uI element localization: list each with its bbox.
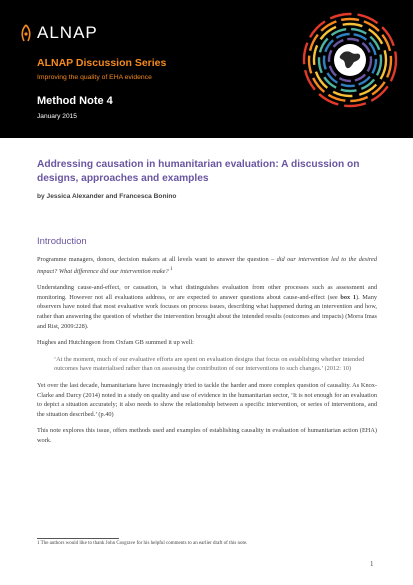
paragraph-5: This note explores this issue, offers methods used and examples of establishing causality in evaluation of humanitarian action (EHA) work. bbox=[37, 427, 377, 444]
section-heading-introduction: Introduction bbox=[37, 236, 87, 247]
paragraph-2-a: Understanding cause-and-effect, or causation, is what distinguishes evaluation from other processes such as assessment and monitoring. However not all evaluations address, or are expected to answer questions about cause-and-effect (see bbox=[37, 284, 377, 301]
paragraph-1-italic: did our intervention led to the desired impact? What difference did our intervention make? bbox=[37, 256, 377, 275]
footnote-divider bbox=[37, 538, 119, 539]
paragraph-1 bbox=[37, 255, 377, 276]
publication-date: January 2015 bbox=[37, 113, 77, 120]
paragraph-1-text: Programme managers, donors, decision makers at all levels want to answer the question – bbox=[37, 256, 277, 263]
document-title bbox=[37, 158, 377, 186]
method-note-label: Method Note 4 bbox=[37, 95, 113, 107]
paragraph-2 bbox=[37, 283, 377, 331]
paragraph-4: Yet over the last decade, humanitarians have increasingly tried to tackle the harder and more complex question of causality. As Knox-Clarke and Darcy (2014) noted in a study on quality and use of evidence in the humanitarian sector, ‘It is not enough for an evaluation to depict a situation accurately; it also needs to show the relationship between a specific intervention, or series of interventions, and the situation described.’ (p.40) bbox=[37, 382, 377, 418]
page-number: 1 bbox=[370, 560, 374, 568]
header-banner bbox=[0, 0, 413, 138]
logo-text: ALNAP bbox=[37, 23, 98, 42]
authors: by Jessica Alexander and Francesca Bonino bbox=[37, 193, 177, 200]
ring-globe-icon bbox=[300, 10, 400, 115]
box-reference: box 1 bbox=[340, 293, 356, 301]
footnote-marker: 1 bbox=[168, 265, 173, 272]
series-subtitle: Improving the quality of EHA evidence bbox=[37, 74, 152, 81]
alnap-logo bbox=[18, 22, 98, 44]
series-title: ALNAP Discussion Series bbox=[37, 57, 167, 69]
body-text bbox=[37, 255, 377, 453]
paragraph-2-b: ). Many observers have noted that most evaluative work focuses on process issues, describing what happened during an intervention and how, rather than answering the question of whether the intervention brought about the intended results (outcomes and impacts) (Morra Imas and Rist, 2009:228). bbox=[37, 293, 378, 330]
title-line-2: designs, approaches and examples bbox=[37, 173, 209, 184]
alnap-logo-icon bbox=[18, 23, 34, 43]
block-quote: ‘At the moment, much of our evaluative efforts are spent on evaluation designs that focus on establishing whether intended outcomes have materialised rather than on assessing the contribution of our interventions to such changes.’ (2012: 10) bbox=[54, 355, 365, 373]
paragraph-3: Hughes and Hutchingson from Oxfam GB summed it up well: bbox=[37, 339, 194, 347]
title-line-1: Addressing causation in humanitarian evaluation: A discussion on bbox=[37, 159, 360, 170]
footnote: 1 The authors would like to thank John Cosgrave for his helpful comments to an earlier draft of this note. bbox=[37, 541, 248, 546]
